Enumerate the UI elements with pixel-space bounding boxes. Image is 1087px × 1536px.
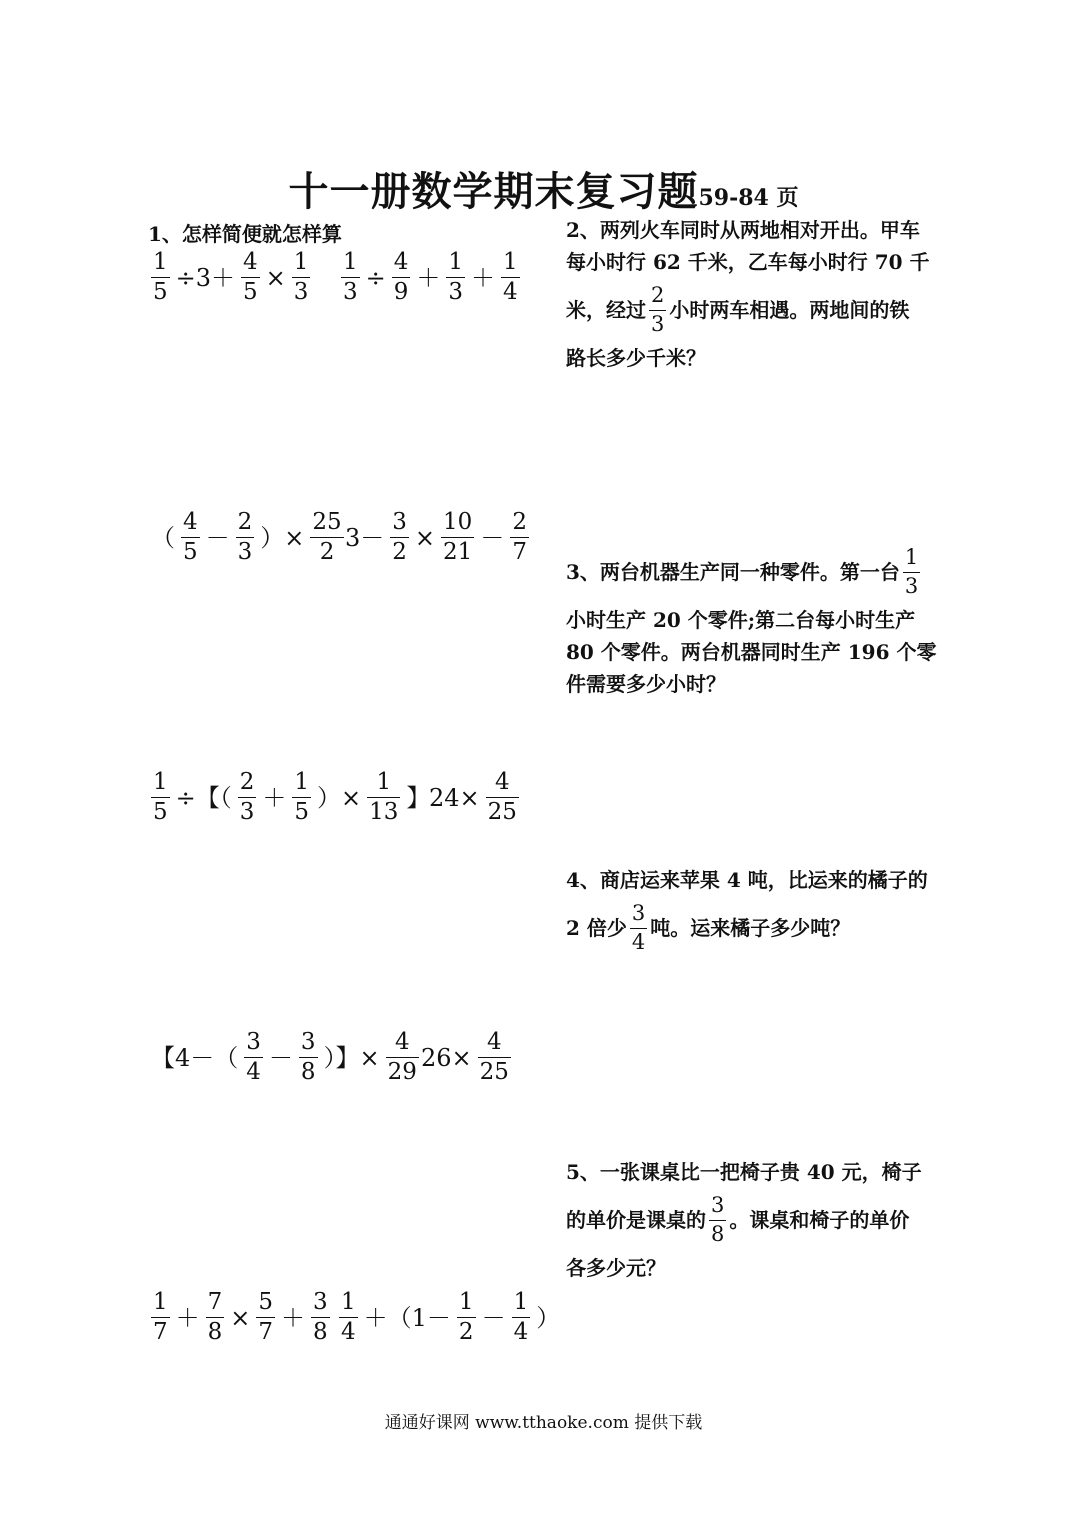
numerator: 1 [153, 249, 168, 275]
operator: － [481, 1303, 506, 1332]
expression-1 [148, 250, 313, 306]
footer-text: 通通好课网 www.tthaoke.com 提供下载 [384, 1413, 703, 1433]
denominator: 3 [343, 279, 358, 306]
denominator: 2 [319, 539, 335, 566]
operator: ＋ [281, 1303, 306, 1332]
fraction [441, 510, 474, 566]
denominator: 13 [369, 799, 399, 826]
fraction [241, 250, 260, 306]
numerator: 1 [458, 1289, 474, 1315]
fraction [206, 1290, 225, 1346]
fraction [903, 546, 920, 597]
fraction [236, 510, 255, 566]
numerator: 1 [153, 769, 168, 795]
denominator: 4 [513, 1319, 529, 1346]
denominator: 8 [711, 1221, 725, 1246]
q4-line-2-start: 2 倍少 [566, 916, 627, 940]
numerator: 4 [486, 1029, 502, 1055]
operator: 3－ [345, 523, 385, 552]
numerator: 3 [246, 1029, 261, 1055]
numerator: 2 [239, 769, 255, 795]
fraction [339, 1290, 358, 1346]
numerator: 25 [312, 509, 342, 535]
denominator: 4 [631, 929, 646, 954]
fraction [310, 510, 343, 566]
numerator: 1 [343, 249, 358, 275]
q2-line-3-start: 米，经过 [566, 298, 646, 322]
fraction [244, 1030, 263, 1086]
denominator: 2 [458, 1319, 474, 1346]
numerator: 1 [448, 249, 464, 275]
operator: ＋ [471, 263, 496, 292]
numerator: 4 [183, 509, 198, 535]
q2-line-4: 路长多少千米？ [566, 346, 706, 370]
q2-line-1: 2、两列火车同时从两地相对开出。甲车 [566, 218, 920, 242]
fraction [630, 902, 647, 953]
expression-10 [336, 1290, 563, 1346]
denominator: 7 [153, 1319, 168, 1346]
numerator: 1 [503, 249, 518, 275]
numerator: 2 [512, 509, 527, 535]
operator: － [480, 523, 505, 552]
fraction [478, 1030, 511, 1086]
question-2 [566, 214, 946, 374]
numerator: 3 [631, 901, 646, 926]
fraction [151, 250, 170, 306]
denominator: 3 [293, 279, 309, 306]
numerator: 2 [651, 283, 665, 308]
question-5 [566, 1156, 946, 1284]
expression-5 [148, 770, 433, 826]
numerator: 4 [394, 1029, 410, 1055]
numerator: 3 [313, 1289, 328, 1315]
q5-line-2-start: 的单价是课桌的 [566, 1208, 706, 1232]
q3-line-4: 件需要多少小时？ [566, 672, 726, 696]
denominator: 25 [487, 799, 517, 826]
denominator: 9 [393, 279, 409, 306]
q4-line-2 [566, 896, 946, 960]
operator: 26× [421, 1043, 472, 1072]
q1-heading: 1、怎样简便就怎样算 [148, 222, 342, 246]
denominator: 7 [512, 539, 527, 566]
q3-line-2: 小时生产 20 个零件;第二台每小时生产 [566, 608, 916, 632]
fraction [392, 250, 411, 306]
numerator: 1 [294, 769, 310, 795]
numerator: 4 [393, 249, 409, 275]
page-title [0, 160, 1087, 217]
numerator: 1 [904, 545, 919, 570]
operator: ）× [260, 523, 305, 552]
operator: ） [536, 1303, 561, 1332]
numerator: 1 [341, 1289, 356, 1315]
title-pages: 59-84 页 [698, 185, 799, 211]
denominator: 8 [207, 1319, 223, 1346]
question-4 [566, 864, 946, 960]
numerator: 5 [258, 1289, 274, 1315]
expression-7 [148, 1030, 422, 1086]
operator: ÷3＋ [175, 263, 236, 292]
fraction [292, 770, 311, 826]
numerator: 2 [237, 509, 253, 535]
denominator: 5 [153, 279, 168, 306]
denominator: 4 [503, 279, 518, 306]
fraction [457, 1290, 476, 1346]
fraction [510, 510, 529, 566]
numerator: 4 [243, 249, 258, 275]
operator: × [265, 263, 286, 292]
q5-line-2 [566, 1188, 946, 1252]
fraction [256, 1290, 275, 1346]
numerator: 3 [300, 1029, 316, 1055]
question-3 [566, 540, 946, 700]
fraction [311, 1290, 330, 1346]
operator: ＋（1－ [363, 1303, 451, 1332]
fraction [299, 1030, 318, 1086]
denominator: 7 [258, 1319, 274, 1346]
denominator: 5 [294, 799, 310, 826]
denominator: 8 [313, 1319, 328, 1346]
q5-line-1: 5、一张课桌比一把椅子贵 40 元，椅子 [566, 1160, 922, 1184]
fraction [649, 284, 666, 335]
fraction [446, 250, 465, 306]
fraction [151, 770, 170, 826]
operator: － [205, 523, 230, 552]
operator: × [230, 1303, 251, 1332]
operator: （ [151, 523, 175, 552]
q5-line-3: 各多少元？ [566, 1256, 666, 1280]
expression-8 [418, 1030, 514, 1086]
fraction [292, 250, 311, 306]
operator: ÷ [365, 263, 386, 292]
denominator: 2 [392, 539, 407, 566]
operator: ）× [317, 783, 362, 812]
denominator: 5 [183, 539, 198, 566]
denominator: 29 [387, 1059, 417, 1086]
q3-line-1 [566, 540, 946, 604]
operator: ＋ [262, 783, 287, 812]
expression-3 [148, 510, 347, 566]
fraction [512, 1290, 531, 1346]
fraction [341, 250, 360, 306]
denominator: 5 [153, 799, 168, 826]
denominator: 4 [341, 1319, 356, 1346]
denominator: 3 [448, 279, 464, 306]
numerator: 1 [513, 1289, 529, 1315]
numerator: 3 [392, 509, 407, 535]
operator: ）】× [323, 1043, 380, 1072]
numerator: 7 [207, 1289, 223, 1315]
operator: ＋ [416, 263, 441, 292]
denominator: 4 [246, 1059, 261, 1086]
fraction [181, 510, 200, 566]
fraction [709, 1194, 726, 1245]
numerator: 1 [293, 249, 309, 275]
numerator: 4 [494, 769, 510, 795]
operator: 【4－（ [151, 1043, 239, 1072]
fraction [486, 770, 519, 826]
q2-line-3-end: 小时两车相遇。两地间的铁 [669, 298, 910, 322]
fraction [501, 250, 520, 306]
expression-9 [148, 1290, 333, 1346]
operator: － [268, 1043, 293, 1072]
denominator: 8 [300, 1059, 316, 1086]
fraction [386, 1030, 419, 1086]
operator: ÷【（ [175, 783, 232, 812]
numerator: 1 [376, 769, 392, 795]
q3-line-1-start: 3、两台机器生产同一种零件。第一台 [566, 560, 900, 584]
q4-line-2-end: 吨。运来橘子多少吨？ [650, 916, 851, 940]
denominator: 3 [237, 539, 253, 566]
expression-4 [342, 510, 532, 566]
denominator: 5 [243, 279, 258, 306]
operator: 】 [406, 783, 431, 812]
denominator: 3 [904, 573, 919, 598]
fraction [151, 1290, 170, 1346]
fraction [390, 510, 409, 566]
denominator: 3 [651, 311, 665, 336]
denominator: 3 [239, 799, 255, 826]
q3-line-3: 80 个零件。两台机器同时生产 196 个零 [566, 640, 937, 664]
expression-6 [426, 770, 522, 826]
numerator: 3 [711, 1193, 725, 1218]
numerator: 10 [443, 509, 473, 535]
fraction [367, 770, 400, 826]
operator: × [414, 523, 436, 552]
fraction [238, 770, 257, 826]
q2-line-2: 每小时行 62 千米，乙车每小时行 70 千 [566, 250, 930, 274]
q5-line-2-end: 。课桌和椅子的单价 [729, 1208, 910, 1232]
numerator: 1 [153, 1289, 168, 1315]
expression-2 [338, 250, 523, 306]
title-main: 十一册数学期末复习题 [288, 168, 699, 215]
operator: ＋ [175, 1303, 200, 1332]
q2-line-3 [566, 278, 946, 342]
q4-line-1: 4、商店运来苹果 4 吨，比运来的橘子的 [566, 868, 928, 892]
denominator: 21 [443, 539, 473, 566]
denominator: 25 [479, 1059, 509, 1086]
operator: 24× [429, 783, 480, 812]
